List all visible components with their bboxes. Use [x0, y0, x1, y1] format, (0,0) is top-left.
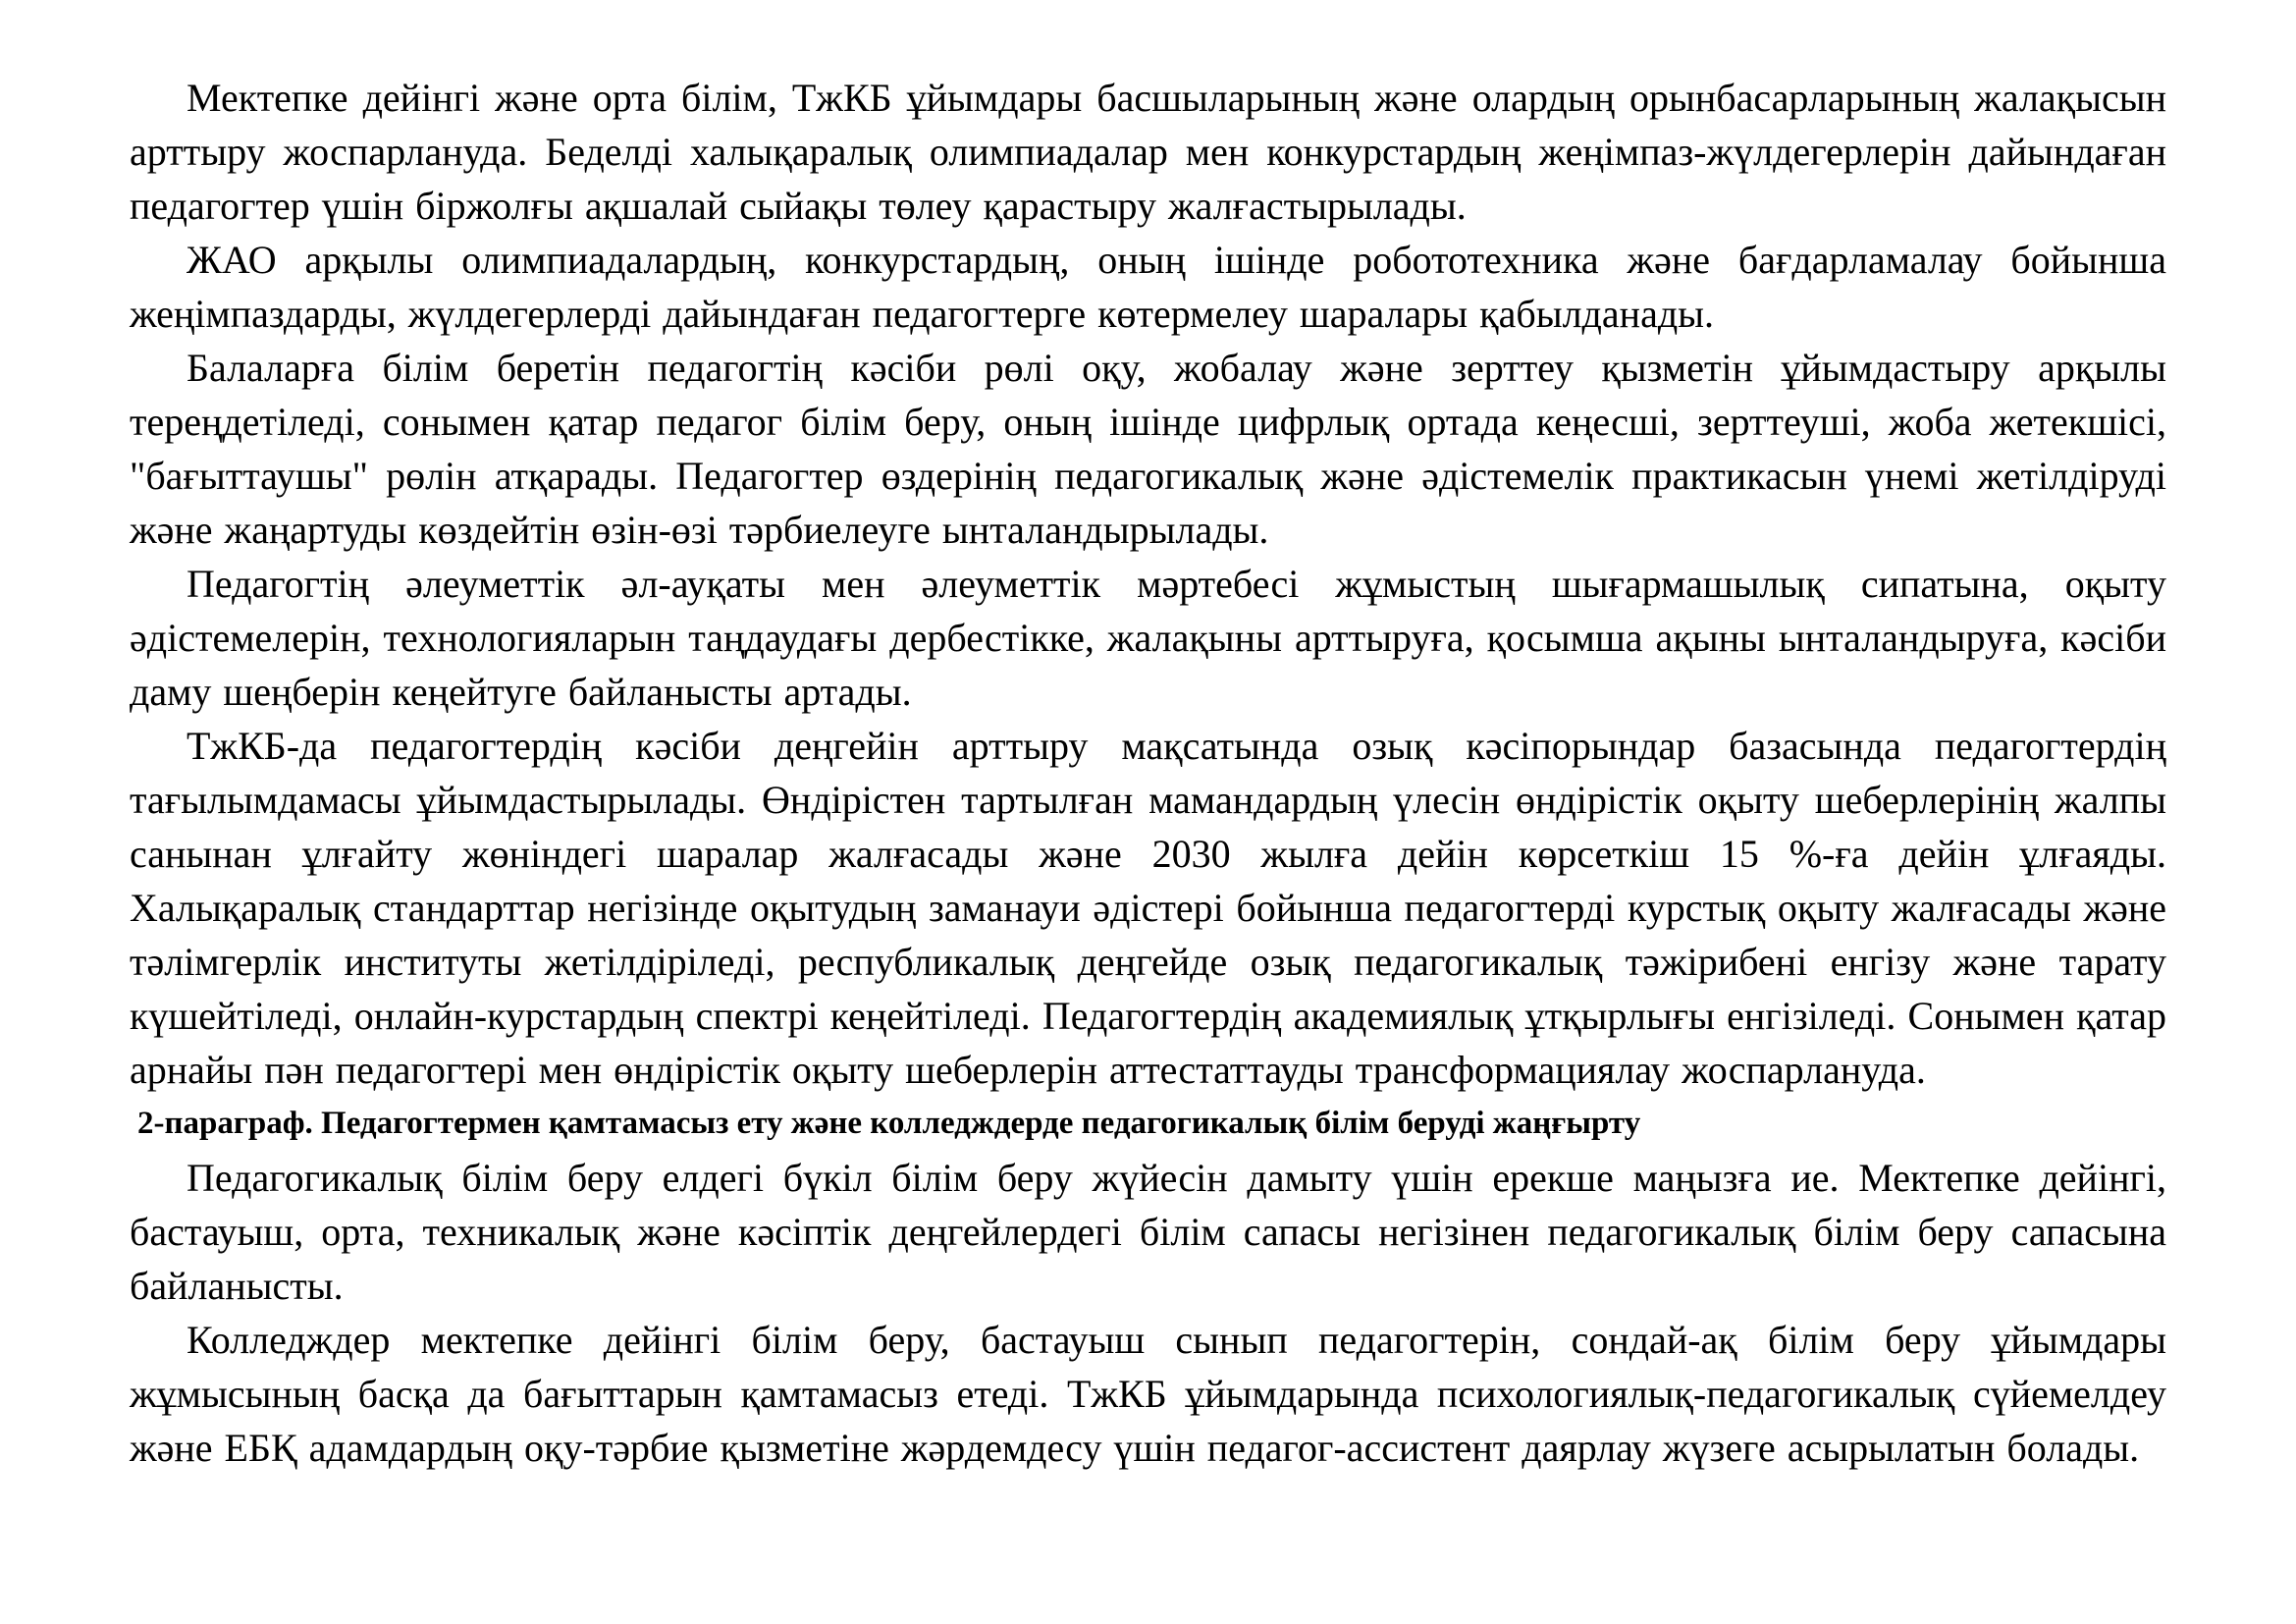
- paragraph-colleges-training: Колледждер мектепке дейінгі білім беру, бастауыш сынып педагогтерін, сондай-ақ білім беру ұйымдары жұмысының басқа да бағыттарын қамтамасыз етеді. ТжКБ ұйымдарында психологиялық-педагогикалық сүйемелдеу және ЕБҚ адамдардың оқу-тәрбие қызметіне жәрдемдесу үшін педагог-ассистент даярлау жүзеге асырылатын болады.: [130, 1318, 2166, 1470]
- section-heading-paragraph-2: 2-параграф. Педагогтермен қамтамасыз ету және колледждерде педагогикалық білім беруді жаңғырту: [137, 1106, 1641, 1141]
- paragraph-salary-increase: Мектепке дейінгі және орта білім, ТжКБ ұйымдары басшыларының және олардың орынбасарларының жалақысын арттыру жоспарлануда. Беделді халықаралық олимпиадалар мен конкурстардың жеңімпаз-жүлдегерлерін дайындаған педагогтер үшін біржолғы ақшалай сыйақы төлеу қарастыру жалғастырылады.: [130, 76, 2166, 228]
- paragraph-tvet-professional-level: ТжКБ-да педагогтердің кәсіби деңгейін арттыру мақсатында озық кәсіпорындар базасында педагогтердің тағылымдамасы ұйымдастырылады. Өндірістен тартылған мамандардың үлесін өндірістік оқыту шеберлерінің жалпы санынан ұлғайту жөніндегі шаралар жалғасады және 2030 жылға дейін көрсеткіш 15 %-ға дейін ұлғаяды. Халықаралық стандарттар негізінде оқытудың заманауи әдістері бойынша педагогтерді курстық оқыту жалғасады және тәлімгерлік институты жетілдіріледі, республикалық деңгейде озық педагогикалық тәжірибені енгізу және тарату күшейтіледі, онлайн-курстардың спектрі кеңейтіледі. Педагогтердің академиялық ұтқырлығы енгізіледі. Сонымен қатар арнайы пән педагогтері мен өндірістік оқыту шеберлерін аттестаттауды трансформациялау жоспарлануда.: [130, 724, 2166, 1092]
- paragraph-pedagogical-education-importance: Педагогикалық білім беру елдегі бүкіл білім беру жүйесін дамыту үшін ерекше маңызға ие. Мектепке дейінгі, бастауыш, орта, техникалық және кәсіптік деңгейлердегі білім сапасы негізінен педагогикалық білім беру сапасына байланысты.: [130, 1156, 2166, 1308]
- paragraph-zhao-incentives: ЖАО арқылы олимпиадалардың, конкурстардың, оның ішінде робототехника және бағдарламалау бойынша жеңімпаздарды, жүлдегерлерді дайындаған педагогтерге көтермелеу шаралары қабылданады.: [130, 238, 2166, 336]
- document-text-body: [130, 71, 2166, 1475]
- paragraph-teacher-professional-role: Балаларға білім беретін педагогтің кәсіби рөлі оқу, жобалау және зерттеу қызметін ұйымдастыру арқылы тереңдетіледі, сонымен қатар педагог білім беру, оның ішінде цифрлық ортада кеңесші, зерттеуші, жоба жетекшісі, "бағыттаушы" рөлін атқарады. Педагогтер өздерінің педагогикалық және әдістемелік практикасын үнемі жетілдіруді және жаңартуды көздейтін өзін-өзі тәрбиелеуге ынталандырылады.: [130, 346, 2166, 552]
- paragraph-social-welfare: Педагогтің әлеуметтік әл-ауқаты мен әлеуметтік мәртебесі жұмыстың шығармашылық сипатына, оқыту әдістемелерін, технологияларын таңдаудағы дербестікке, жалақыны арттыруға, қосымша ақыны ынталандыруға, кәсіби даму шеңберін кеңейтуге байланысты артады.: [130, 562, 2166, 714]
